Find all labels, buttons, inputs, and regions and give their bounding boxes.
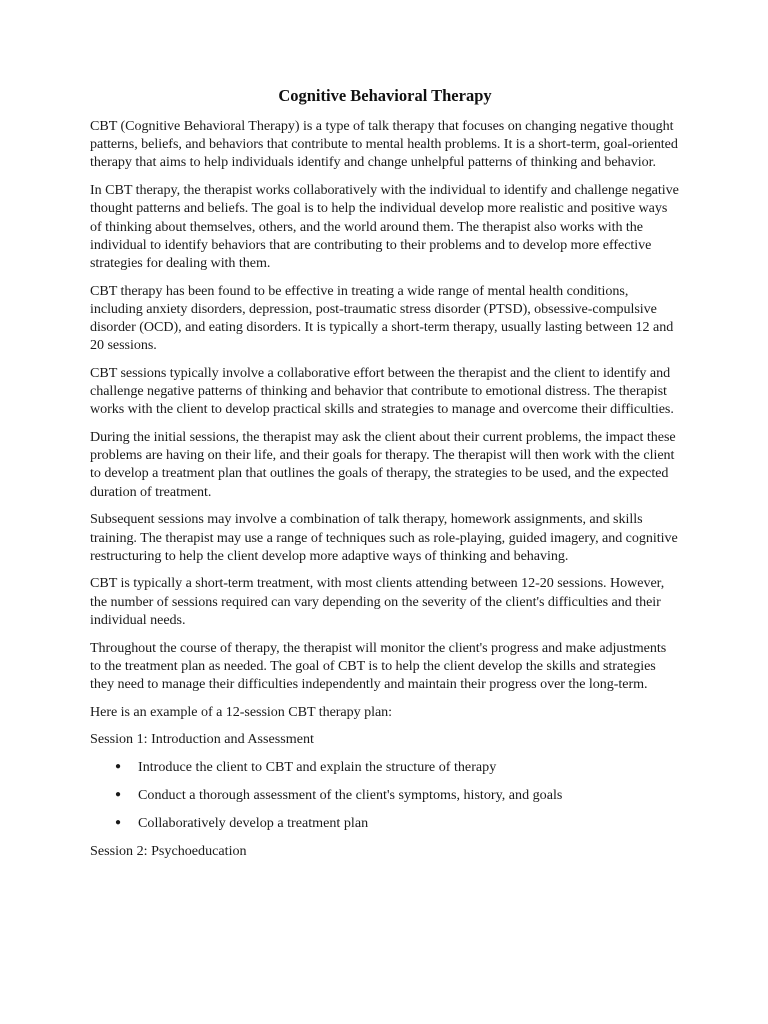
paragraph-plan-intro: Here is an example of a 12-session CBT therapy plan: (90, 703, 393, 720)
document-title: Cognitive Behavioral Therapy (278, 86, 492, 105)
bullet-icon: ● (115, 788, 122, 800)
paragraph-collaboration: In CBT therapy, the therapist works collaboratively with the individual to identify and challenge negative thought patterns and beliefs. The goal is to help the individual develop more realistic and positive ways of thinking about themselves, others, and the world around them. The therapist also works with the individual to identify behaviors that are contributing to their problems and to develop more effective strategies for dealing with them. (90, 182, 679, 271)
paragraph-subsequent-sessions: Subsequent sessions may involve a combination of talk therapy, homework assignments, and skills training. The therapist may use a range of techniques such as role-playing, guided imagery, and cognitive restructuring to help the client develop more adaptive ways of thinking and behaving. (90, 511, 678, 564)
list-item (90, 814, 680, 832)
session-1-heading: Session 1: Introduction and Assessment (90, 731, 314, 748)
list-item-text: Conduct a thorough assessment of the client's symptoms, history, and goals (138, 786, 563, 803)
paragraph-initial-sessions: During the initial sessions, the therapist may ask the client about their current problems, the impact these problems are having on their life, and their goals for therapy. The therapist will then work with the client to develop a treatment plan that outlines the goals of therapy, the strategies to be used, and the expected duration of treatment. (90, 429, 676, 500)
paragraph-intro: CBT (Cognitive Behavioral Therapy) is a type of talk therapy that focuses on changing negative thought patterns, beliefs, and behaviors that contribute to mental health problems. It is a short-term, goal-oriented therapy that aims to help individuals identify and change unhelpful patterns of thinking and behavior. (90, 118, 678, 171)
paragraph-monitoring: Throughout the course of therapy, the therapist will monitor the client's progress and make adjustments to the treatment plan as needed. The goal of CBT is to help the client develop the skills and strategies they need to manage their difficulties independently and maintain their progress over the long-term. (90, 639, 667, 692)
paragraph-sessions: CBT sessions typically involve a collaborative effort between the therapist and the client to identify and challenge negative patterns of thinking and behavior that contribute to emotional distress. The therapist works with the client to develop practical skills and strategies to manage and overcome their difficulties. (90, 364, 674, 418)
session-1-bullet-list (90, 758, 680, 832)
document-page (90, 84, 680, 869)
bullet-icon: ● (115, 761, 122, 773)
session-2-heading: Session 2: Psychoeducation (90, 842, 247, 859)
list-item-text: Collaboratively develop a treatment plan (138, 814, 369, 831)
bullet-icon: ● (115, 816, 122, 828)
paragraph-duration: CBT is typically a short-term treatment, with most clients attending between 12-20 sessions. However, the number of sessions required can vary depending on the severity of the client's difficulties and their individual needs. (90, 575, 665, 628)
paragraph-effectiveness: CBT therapy has been found to be effective in treating a wide range of mental health conditions, including anxiety disorders, depression, post-traumatic stress disorder (PTSD), obsessive-compulsive disorder (OCD), and eating disorders. It is typically a short-term therapy, usually lasting between 12 and 20 sessions. (90, 282, 674, 354)
list-item (90, 758, 680, 776)
list-item-text: Introduce the client to CBT and explain the structure of therapy (138, 759, 497, 776)
list-item (90, 786, 680, 804)
